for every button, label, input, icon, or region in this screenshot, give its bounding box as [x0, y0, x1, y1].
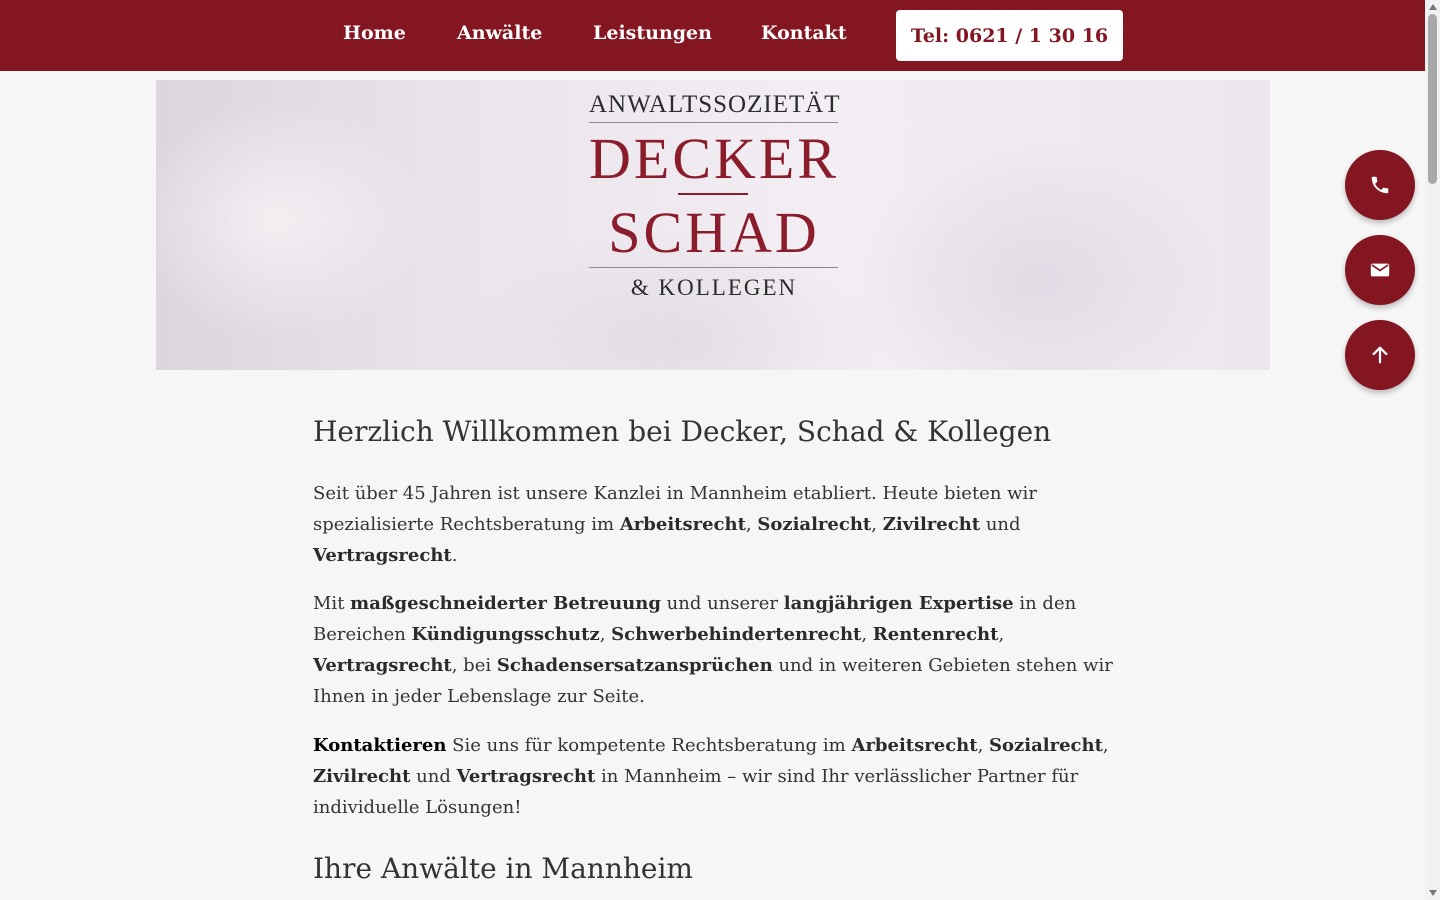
- text: ,: [998, 624, 1005, 645]
- text: Sie uns für kompetente Rechtsberatung im: [446, 735, 852, 756]
- bold-sozialrecht: Sozialrecht: [989, 735, 1103, 756]
- text: und: [980, 514, 1021, 535]
- text: und in weiteren Gebieten stehen wir Ihnen in jeder Lebenslage zur Seite.: [313, 655, 1113, 707]
- scroll-up-arrow-icon[interactable]: [1425, 0, 1440, 14]
- floating-phone-button[interactable]: [1345, 150, 1415, 220]
- bold-betreuung: maßgeschneiderter Betreuung: [350, 593, 661, 614]
- bold-arbeitsrecht: Arbeitsrecht: [619, 514, 746, 535]
- text: in Mannheim – wir sind Ihr verlässlicher Partner für individuelle Lösungen!: [313, 766, 1079, 818]
- main-content: [313, 410, 1123, 891]
- text: ,: [599, 624, 612, 645]
- contact-link[interactable]: Kontaktieren: [313, 735, 447, 756]
- text: .: [451, 545, 458, 566]
- top-navigation: [0, 0, 1425, 71]
- bold-vertragsrecht: Vertragsrecht: [456, 766, 596, 787]
- firm-logo: [156, 80, 1270, 370]
- bold-vertragsrecht: Vertragsrecht: [313, 655, 452, 676]
- text: ,: [745, 514, 758, 535]
- logo-line-decker: DECKER: [589, 126, 839, 191]
- bold-rentenrecht: Rentenrecht: [872, 624, 999, 645]
- scroll-down-arrow-icon[interactable]: [1425, 886, 1440, 900]
- logo-line-schad: SCHAD: [608, 200, 820, 265]
- bold-arbeitsrecht: Arbeitsrecht: [851, 735, 978, 756]
- nav-link-anwaelte[interactable]: Anwälte: [457, 22, 543, 44]
- services-paragraph: [313, 588, 1123, 712]
- text: ,: [1102, 735, 1109, 756]
- logo-divider-top: [589, 122, 838, 123]
- text: , bei: [451, 655, 497, 676]
- logo-divider-middle: [678, 193, 748, 195]
- text: in den Bereichen: [313, 593, 1077, 645]
- nav-link-leistungen[interactable]: Leistungen: [593, 22, 712, 44]
- page-title: Herzlich Willkommen bei Decker, Schad & Kollegen: [313, 415, 1052, 448]
- arrow-up-icon: [1369, 344, 1391, 366]
- floating-email-button[interactable]: [1345, 235, 1415, 305]
- scroll-to-top-button[interactable]: [1345, 320, 1415, 390]
- phone-call-button[interactable]: Tel: 0621 / 1 30 16: [896, 10, 1123, 61]
- nav-link-kontakt[interactable]: Kontakt: [761, 22, 847, 44]
- section-title-lawyers: Ihre Anwälte in Mannheim: [313, 852, 693, 885]
- bold-schadensersatz: Schadensersatzansprüchen: [496, 655, 773, 676]
- bold-zivilrecht: Zivilrecht: [882, 514, 981, 535]
- page-scrollbar[interactable]: [1425, 0, 1440, 900]
- envelope-icon: [1369, 259, 1391, 281]
- text: Seit über 45 Jahren ist unsere Kanzlei in Mannheim etabliert. Heute bieten wir spezialisierte Rechtsberatung im: [313, 483, 1037, 535]
- logo-divider-bottom: [589, 267, 838, 268]
- hero-banner: [156, 80, 1270, 370]
- text: und unserer: [660, 593, 784, 614]
- bold-schwerbehindertenrecht: Schwerbehindertenrecht: [611, 624, 862, 645]
- text: ,: [977, 735, 990, 756]
- text: ,: [861, 624, 873, 645]
- nav-link-home[interactable]: Home: [343, 22, 406, 44]
- intro-paragraph: [313, 478, 1123, 571]
- bold-kuendigungsschutz: Kündigungsschutz: [411, 624, 600, 645]
- bold-sozialrecht: Sozialrecht: [757, 514, 872, 535]
- bold-expertise: langjährigen Expertise: [783, 593, 1014, 614]
- contact-paragraph: [313, 730, 1123, 823]
- text: und: [410, 766, 457, 787]
- text: ,: [871, 514, 883, 535]
- text: Mit: [313, 593, 351, 614]
- logo-line-kollegen: & KOLLEGEN: [630, 275, 798, 300]
- bold-zivilrecht: Zivilrecht: [313, 766, 411, 787]
- bold-vertragsrecht: Vertragsrecht: [313, 545, 452, 566]
- logo-line-anwaltssozietaet: ANWALTSSOZIETÄT: [589, 91, 841, 118]
- phone-icon: [1369, 174, 1391, 196]
- scrollbar-thumb[interactable]: [1428, 14, 1437, 184]
